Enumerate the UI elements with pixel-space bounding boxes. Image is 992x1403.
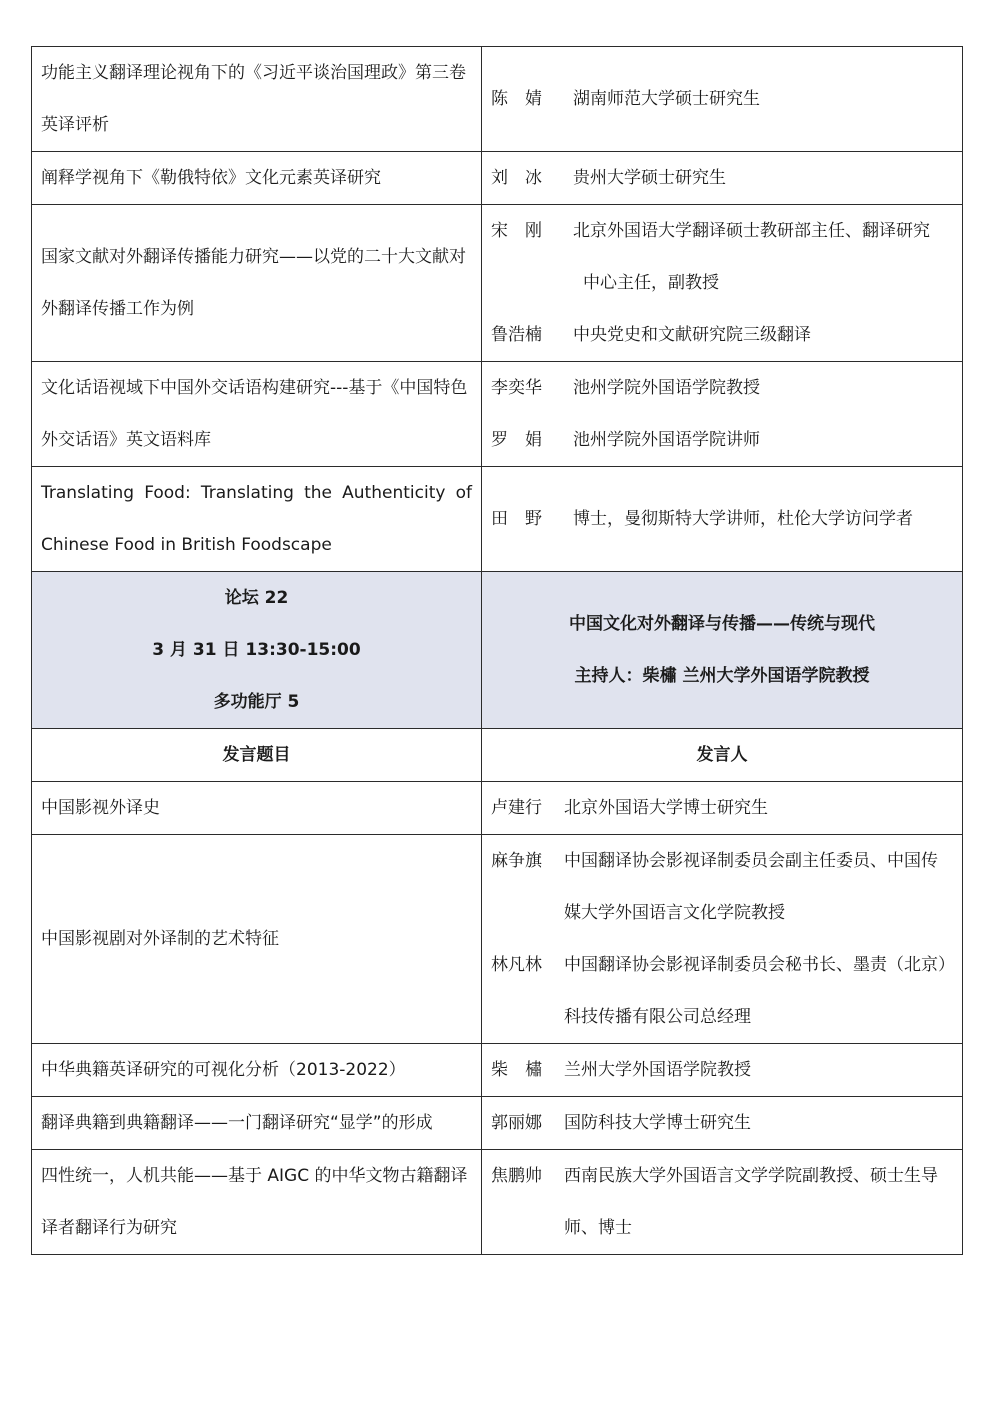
speaker-affiliation: 贵州大学硕士研究生 [573, 168, 726, 188]
table-row [32, 47, 963, 152]
forum-info [32, 572, 482, 729]
speaker-cell [482, 467, 963, 572]
speaker-name: 李奕华 [491, 378, 542, 398]
speaker-name: 麻争旗 [491, 851, 542, 871]
talk-topic: 翻译典籍到典籍翻译——一门翻译研究“显学”的形成 [32, 1097, 482, 1150]
talk-topic: 中国影视外译史 [32, 782, 482, 835]
talk-topic: 中华典籍英译研究的可视化分析（2013-2022） [32, 1044, 482, 1097]
table-row [32, 205, 963, 362]
speaker-affiliation-continued: 中心主任，副教授 [583, 273, 719, 293]
speaker-entry [491, 73, 954, 125]
table-row [32, 835, 963, 1044]
speaker-affiliation: 池州学院外国语学院教授 [573, 378, 760, 398]
speaker-name: 林凡林 [491, 955, 542, 975]
speaker-entry [491, 309, 954, 361]
speaker-cell [482, 1150, 963, 1255]
forum-host: 主持人：柴橚 兰州大学外国语学院教授 [574, 666, 870, 686]
speaker-entry [491, 205, 954, 257]
speaker-affiliation: 中国翻译协会影视译制委员会秘书长、墨责（北京）科技传播有限公司总经理 [564, 955, 947, 1027]
header-speaker: 发言人 [482, 729, 963, 782]
speaker-cell [482, 152, 963, 205]
speaker-name: 陈 婧 [491, 89, 542, 109]
speaker-entry [491, 1044, 954, 1096]
forum-number: 论坛 22 [224, 588, 289, 608]
talk-topic: 阐释学视角下《勒俄特依》文化元素英译研究 [32, 152, 482, 205]
table-row [32, 782, 963, 835]
speaker-cell [482, 835, 963, 1044]
table-row [32, 1097, 963, 1150]
table-row [32, 1044, 963, 1097]
speaker-affiliation: 北京外国语大学博士研究生 [564, 798, 768, 818]
speaker-cell [482, 1044, 963, 1097]
talk-topic: 国家文献对外翻译传播能力研究——以党的二十大文献对外翻译传播工作为例 [32, 205, 482, 362]
speaker-entry-continued [491, 257, 954, 309]
table-row [32, 467, 963, 572]
speaker-cell [482, 1097, 963, 1150]
speaker-affiliation: 中国翻译协会影视译制委员会副主任委员、中国传媒大学外国语言文化学院教授 [564, 851, 938, 923]
forum-theme [482, 572, 963, 729]
speaker-entry [491, 493, 954, 545]
speaker-entry [491, 362, 954, 414]
speaker-entry [491, 939, 954, 1043]
column-header-row [32, 729, 963, 782]
schedule-table [31, 46, 963, 1255]
table-row [32, 1150, 963, 1255]
header-topic: 发言题目 [32, 729, 482, 782]
speaker-cell [482, 782, 963, 835]
speaker-affiliation: 西南民族大学外国语言文学学院副教授、硕士生导师、博士 [564, 1166, 938, 1238]
speaker-cell [482, 362, 963, 467]
forum-venue: 多功能厅 5 [213, 692, 300, 712]
speaker-name: 焦鹏帅 [491, 1166, 542, 1186]
speaker-name: 卢建行 [491, 798, 542, 818]
table-row [32, 362, 963, 467]
speaker-affiliation: 国防科技大学博士研究生 [564, 1113, 751, 1133]
speaker-entry [491, 1097, 954, 1149]
talk-topic: Translating Food: Translating the Authenticity of Chinese Food in British Foodscape [32, 467, 482, 572]
talk-topic: 四性统一，人机共能——基于 AIGC 的中华文物古籍翻译译者翻译行为研究 [32, 1150, 482, 1255]
speaker-name: 柴 橚 [491, 1060, 542, 1080]
speaker-name: 宋 刚 [491, 221, 542, 241]
speaker-name: 鲁浩楠 [491, 325, 542, 345]
speaker-affiliation: 博士，曼彻斯特大学讲师，杜伦大学访问学者 [573, 509, 913, 529]
table-row [32, 152, 963, 205]
speaker-affiliation: 池州学院外国语学院讲师 [573, 430, 760, 450]
speaker-name: 田 野 [491, 509, 542, 529]
speaker-cell [482, 47, 963, 152]
speaker-affiliation: 湖南师范大学硕士研究生 [573, 89, 760, 109]
forum-time: 3 月 31 日 13:30-15:00 [152, 640, 361, 660]
speaker-entry [491, 152, 954, 204]
speaker-entry [491, 414, 954, 466]
talk-topic: 中国影视剧对外译制的艺术特征 [32, 835, 482, 1044]
speaker-name: 罗 娟 [491, 430, 542, 450]
speaker-affiliation: 北京外国语大学翻译硕士教研部主任、翻译研究 [573, 221, 930, 241]
speaker-affiliation: 兰州大学外国语学院教授 [564, 1060, 751, 1080]
talk-topic: 文化话语视域下中国外交话语构建研究---基于《中国特色外交话语》英文语料库 [32, 362, 482, 467]
speaker-entry [491, 1150, 954, 1254]
speaker-name: 郭丽娜 [491, 1113, 542, 1133]
speaker-affiliation: 中央党史和文献研究院三级翻译 [573, 325, 811, 345]
talk-topic: 功能主义翻译理论视角下的《习近平谈治国理政》第三卷英译评析 [32, 47, 482, 152]
speaker-entry [491, 835, 954, 939]
forum-title: 中国文化对外翻译与传播——传统与现代 [569, 614, 875, 634]
speaker-name: 刘 冰 [491, 168, 542, 188]
forum-header-row [32, 572, 963, 729]
speaker-cell [482, 205, 963, 362]
speaker-entry [491, 782, 954, 834]
